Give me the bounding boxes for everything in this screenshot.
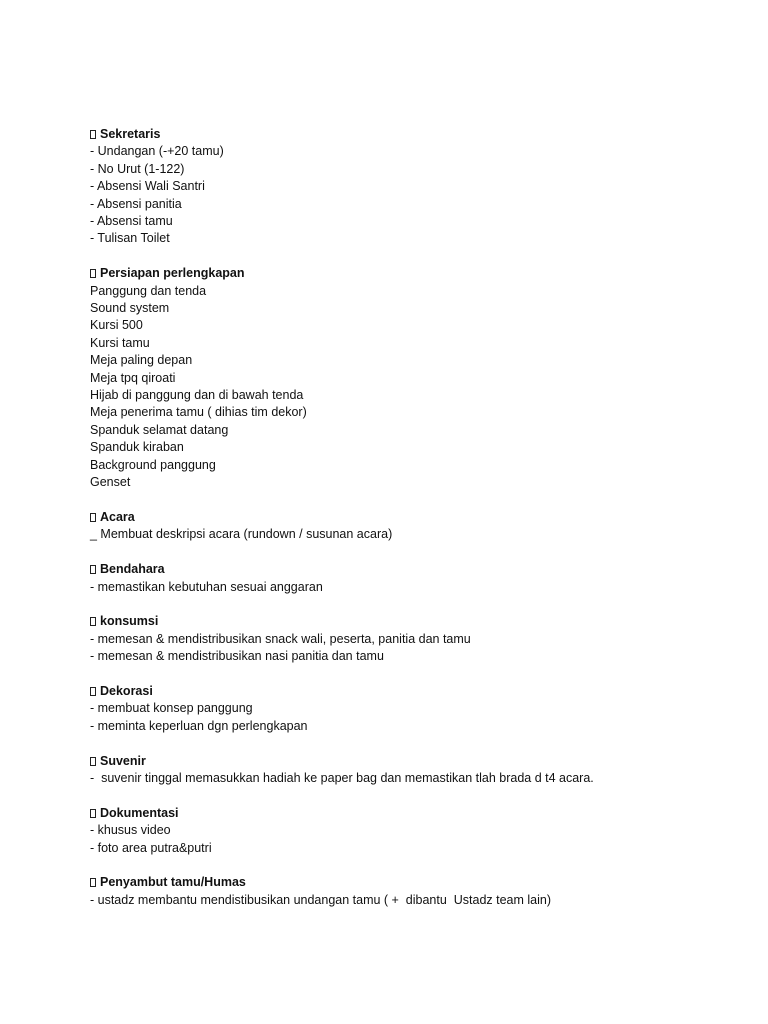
- section-title: Persiapan perlengkapan: [100, 266, 245, 281]
- section: [90, 805, 730, 857]
- section-title: Sekretaris: [100, 127, 161, 141]
- missing-glyph-icon: [90, 809, 96, 818]
- list-item: _ Membuat deskripsi acara (rundown / susunan acara): [90, 527, 393, 542]
- list-item: Panggung dan tenda: [90, 283, 207, 298]
- list-item: - memesan & mendistribusikan snack wali, peserta, panitia dan tamu: [90, 631, 471, 646]
- section-heading: [90, 753, 730, 770]
- list-item: - Undangan (-+20 tamu): [90, 144, 224, 159]
- missing-glyph-icon: [90, 687, 96, 696]
- list-item: - Tulisan Toilet: [90, 231, 170, 246]
- list-item: - membuat konsep panggung: [90, 701, 253, 716]
- section-heading: [90, 613, 730, 630]
- section-heading: [90, 683, 730, 700]
- list-item: Hijab di panggung dan di bawah tenda: [90, 388, 304, 403]
- list-item: - memastikan kebutuhan sesuai anggaran: [90, 579, 323, 594]
- section-heading: [90, 805, 730, 822]
- missing-glyph-icon: [90, 130, 96, 139]
- section-title: Dokumentasi: [100, 805, 179, 820]
- missing-glyph-icon: [90, 617, 96, 626]
- missing-glyph-icon: [90, 757, 96, 766]
- document-content: [90, 126, 730, 927]
- list-item: Meja paling depan: [90, 353, 193, 368]
- list-item: - ustadz membantu mendistibusikan undangan tamu ( + dibantu Ustadz team lain): [90, 892, 552, 907]
- list-item: - No Urut (1-122): [90, 161, 185, 176]
- list-item: Background panggung: [90, 457, 216, 472]
- section: [90, 561, 730, 596]
- missing-glyph-icon: [90, 565, 96, 574]
- list-item: Genset: [90, 475, 131, 490]
- list-item: Kursi tamu: [90, 335, 150, 350]
- section-title: Dekorasi: [100, 683, 153, 698]
- section-heading: [90, 509, 730, 526]
- section: [90, 126, 730, 248]
- list-item: - khusus video: [90, 823, 171, 838]
- section: [90, 509, 730, 544]
- section-heading: [90, 874, 730, 891]
- section: [90, 753, 730, 788]
- list-item: - foto area putra&putri: [90, 840, 212, 855]
- section-title: Suvenir: [100, 753, 146, 768]
- list-item: - Absensi panitia: [90, 196, 182, 211]
- section-title: Penyambut tamu/Humas: [100, 875, 246, 890]
- section-heading: [90, 561, 730, 578]
- section: [90, 613, 730, 665]
- list-item: - suvenir tinggal memasukkan hadiah ke paper bag dan memastikan tlah brada d t4 acara.: [90, 770, 594, 785]
- list-item: Sound system: [90, 301, 170, 316]
- list-item: Spanduk selamat datang: [90, 422, 229, 437]
- section: [90, 265, 730, 491]
- section-title: Bendahara: [100, 562, 165, 577]
- list-item: - Absensi Wali Santri: [90, 179, 205, 194]
- section-title: Acara: [100, 509, 135, 524]
- list-item: - Absensi tamu: [90, 214, 173, 229]
- section: [90, 874, 730, 909]
- section-title: konsumsi: [100, 614, 159, 629]
- section-heading: [90, 265, 730, 282]
- list-item: - memesan & mendistribusikan nasi panitia dan tamu: [90, 649, 384, 664]
- list-item: Spanduk kiraban: [90, 440, 184, 455]
- missing-glyph-icon: [90, 878, 96, 887]
- section-heading: [90, 126, 730, 143]
- list-item: Meja tpq qiroati: [90, 370, 176, 385]
- section: [90, 683, 730, 735]
- list-item: - meminta keperluan dgn perlengkapan: [90, 718, 308, 733]
- list-item: Meja penerima tamu ( dihias tim dekor): [90, 405, 307, 420]
- missing-glyph-icon: [90, 269, 96, 278]
- list-item: Kursi 500: [90, 318, 143, 333]
- missing-glyph-icon: [90, 513, 96, 522]
